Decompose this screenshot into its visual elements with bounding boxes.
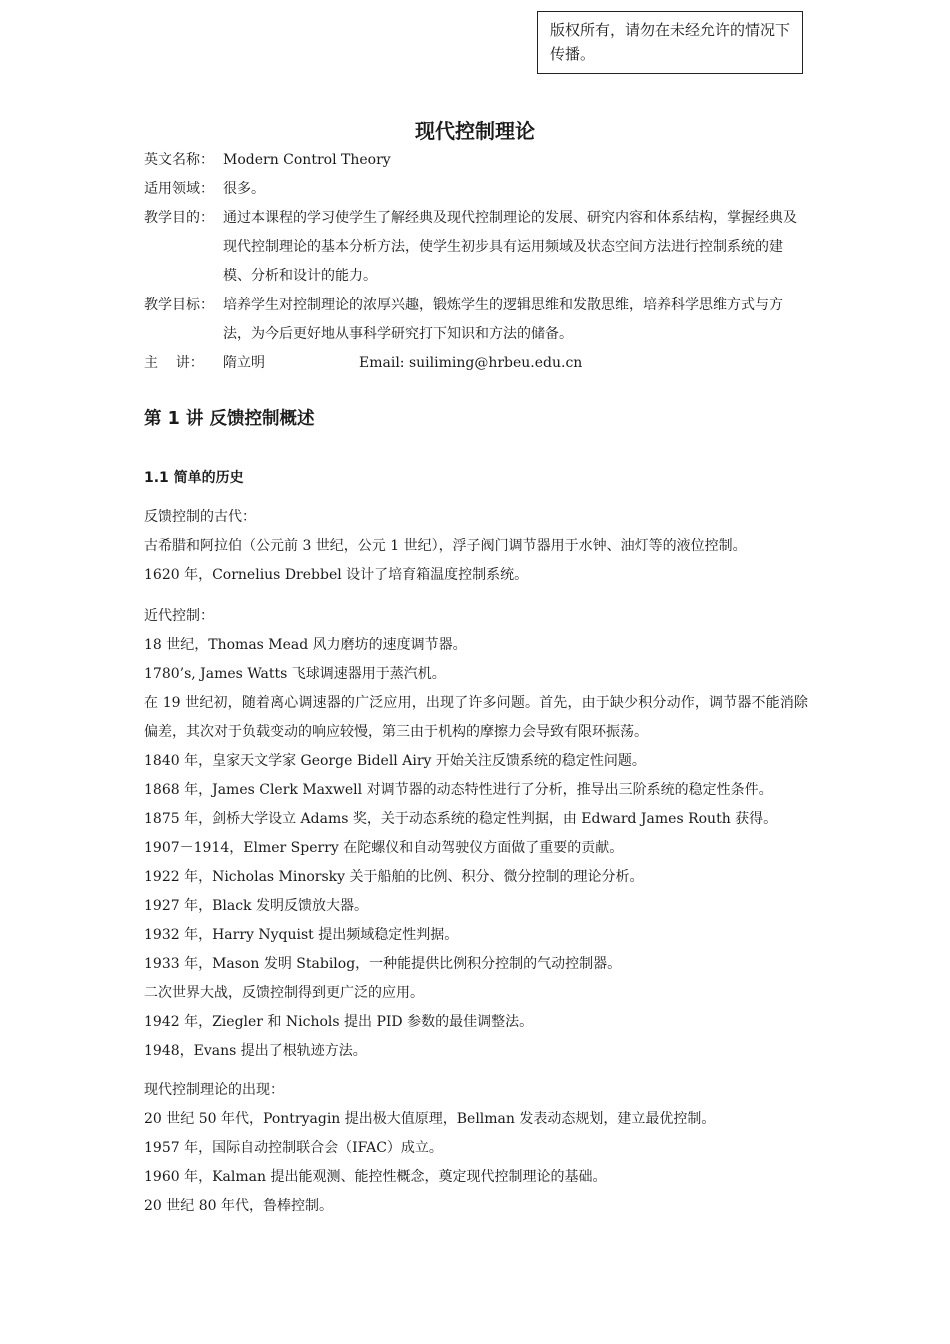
goal-label: 教学目标： <box>144 297 214 313</box>
history-item: 二次世界大战，反馈控制得到更广泛的应用。 <box>144 985 424 1001</box>
history-item: 1957 年，国际自动控制联合会（IFAC）成立。 <box>144 1140 443 1156</box>
course-title: 现代控制理论 <box>415 119 535 143</box>
history-item: 18 世纪，Thomas Mead 风力磨坊的速度调节器。 <box>144 637 467 653</box>
history-item: 1933 年，Mason 发明 Stabilog，一种能提供比例积分控制的气动控制器。 <box>144 956 622 972</box>
lecturer-name: 隋立明 <box>223 355 265 371</box>
history-item: 古希腊和阿拉伯（公元前 3 世纪，公元 1 世纪），浮子阀门调节器用于水钟、油灯等的液位控制。 <box>144 538 747 554</box>
history-item: 1932 年，Harry Nyquist 提出频域稳定性判据。 <box>144 927 459 943</box>
history-item: 1948，Evans 提出了根轨迹方法。 <box>144 1043 367 1059</box>
modern-era-heading: 近代控制： <box>144 608 214 624</box>
section-title: 1.1 简单的历史 <box>144 470 244 486</box>
history-item: 1868 年，James Clerk Maxwell 对调节器的动态特性进行了分析，推导出三阶系统的稳定性条件。 <box>144 782 773 798</box>
copyright-notice: 版权所有，请勿在未经允许的情况下传播。 <box>537 11 803 74</box>
ancient-heading: 反馈控制的古代： <box>144 509 256 525</box>
lecturer-label: 主 讲： <box>144 355 204 371</box>
history-item: 1942 年，Ziegler 和 Nichols 提出 PID 参数的最佳调整法。 <box>144 1014 534 1030</box>
purpose-label: 教学目的： <box>144 210 214 226</box>
history-item: 1922 年，Nicholas Minorsky 关于船舶的比例、积分、微分控制的理论分析。 <box>144 869 644 885</box>
english-name-label: 英文名称： <box>144 152 214 168</box>
history-item: 1927 年，Black 发明反馈放大器。 <box>144 898 368 914</box>
history-item: 1840 年，皇家天文学家 George Bidell Airy 开始关注反馈系统的稳定性问题。 <box>144 753 646 769</box>
lecture-title: 第 1 讲 反馈控制概述 <box>144 409 315 429</box>
history-item: 20 世纪 80 年代，鲁棒控制。 <box>144 1198 333 1214</box>
history-item: 1620 年，Cornelius Drebbel 设计了培育箱温度控制系统。 <box>144 567 529 583</box>
field-label: 适用领域： <box>144 181 214 197</box>
modern-theory-heading: 现代控制理论的出现： <box>144 1082 284 1098</box>
purpose-value: 通过本课程的学习使学生了解经典及现代控制理论的发展、研究内容和体系结构，掌握经典及现代控制理论的基本分析方法，使学生初步具有运用频域及状态空间方法进行控制系统的建模、分析和设计的能力。 <box>223 210 797 284</box>
lecturer-email: Email: suiliming@hrbeu.edu.cn <box>359 355 583 371</box>
history-item: 1907－1914，Elmer Sperry 在陀螺仪和自动驾驶仪方面做了重要的贡献。 <box>144 840 624 856</box>
english-name-value: Modern Control Theory <box>223 152 391 168</box>
history-paragraph: 在 19 世纪初，随着离心调速器的广泛应用，出现了许多问题。首先，由于缺少积分动作，调节器不能消除偏差，其次对于负载变动的响应较慢，第三由于机构的摩擦力会导致有限环振荡。 <box>144 695 808 740</box>
goal-value: 培养学生对控制理论的浓厚兴趣，锻炼学生的逻辑思维和发散思维，培养科学思维方式与方法，为今后更好地从事科学研究打下知识和方法的储备。 <box>223 297 783 342</box>
field-value: 很多。 <box>223 181 265 197</box>
history-item: 1960 年，Kalman 提出能观测、能控性概念，奠定现代控制理论的基础。 <box>144 1169 607 1185</box>
history-item: 1875 年，剑桥大学设立 Adams 奖，关于动态系统的稳定性判据，由 Edward James Routh 获得。 <box>144 811 778 827</box>
history-item: 1780’s, James Watts 飞球调速器用于蒸汽机。 <box>144 666 446 682</box>
history-item: 20 世纪 50 年代，Pontryagin 提出极大值原理，Bellman 发表动态规划，建立最优控制。 <box>144 1111 716 1127</box>
